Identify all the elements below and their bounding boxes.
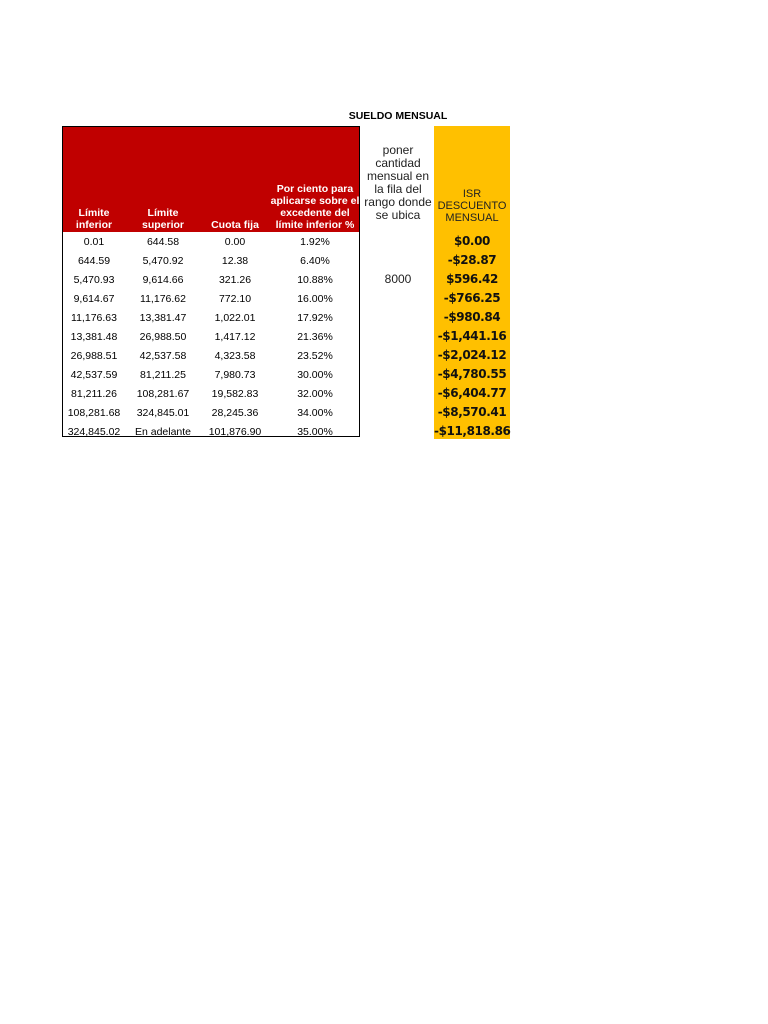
cell-por-ciento[interactable]: 23.52% [297, 349, 333, 362]
cell-limite-superior[interactable]: 644.58 [146, 235, 180, 248]
cell-por-ciento[interactable]: 1.92% [300, 235, 330, 248]
isr-result-column [434, 126, 510, 439]
isr-result-cell[interactable]: -$28.87 [447, 253, 497, 267]
cell-limite-inferior[interactable]: 0.01 [83, 235, 105, 248]
cell-limite-superior[interactable]: 26,988.50 [139, 330, 187, 343]
table-row [62, 308, 360, 327]
table-row [62, 232, 360, 251]
isr-result-cell[interactable]: -$1,441.16 [437, 329, 507, 343]
isr-result-cell[interactable]: $596.42 [446, 272, 498, 286]
header-cuota-fija: Cuota fija [200, 126, 270, 232]
table-row [62, 422, 360, 441]
isr-result-cell[interactable]: -$2,024.12 [437, 348, 507, 362]
cell-por-ciento[interactable]: 34.00% [297, 406, 333, 419]
cell-cuota-fija[interactable]: 772.10 [218, 292, 252, 305]
isr-result-cell[interactable]: -$4,780.55 [437, 367, 507, 381]
table-row [62, 403, 360, 422]
isr-result-cell[interactable]: -$766.25 [443, 291, 501, 305]
table-row [62, 346, 360, 365]
instruction-note: poner cantidad mensual en la fila del rango donde se ubica [364, 143, 432, 222]
cell-cuota-fija[interactable]: 7,980.73 [214, 368, 256, 381]
cell-limite-superior[interactable]: 11,176.62 [140, 292, 186, 305]
table-row [62, 384, 360, 403]
isr-result-cell[interactable]: -$980.84 [443, 310, 501, 324]
cell-cuota-fija[interactable]: 1,417.12 [214, 330, 256, 343]
isr-result-cell[interactable]: -$11,818.86 [434, 424, 511, 438]
cell-por-ciento[interactable]: 10.88% [297, 273, 333, 286]
table-row [62, 251, 360, 270]
table-row [62, 327, 360, 346]
salary-input-cell[interactable]: 8000 [384, 272, 412, 286]
cell-cuota-fija[interactable]: 4,323.58 [214, 349, 256, 362]
cell-limite-inferior[interactable]: 644.59 [77, 254, 111, 267]
cell-por-ciento[interactable]: 6.40% [300, 254, 330, 267]
isr-result-cell[interactable]: -$8,570.41 [437, 405, 507, 419]
isr-result-header: ISR DESCUENTO MENSUAL [437, 188, 507, 224]
isr-result-cell[interactable]: $0.00 [454, 234, 490, 248]
cell-por-ciento[interactable]: 30.00% [297, 368, 333, 381]
isr-rate-table [62, 126, 360, 441]
cell-cuota-fija[interactable]: 0.00 [224, 235, 246, 248]
table-header-row [62, 126, 360, 232]
cell-limite-inferior[interactable]: 81,211.26 [71, 387, 117, 400]
isr-result-cell[interactable]: -$6,404.77 [437, 386, 507, 400]
cell-limite-inferior[interactable]: 13,381.48 [70, 330, 118, 343]
header-limite-superior: Límite superior [126, 126, 200, 232]
cell-limite-inferior[interactable]: 26,988.51 [70, 349, 118, 362]
table-row [62, 289, 360, 308]
cell-limite-superior[interactable]: 108,281.67 [136, 387, 190, 400]
cell-cuota-fija[interactable]: 1,022.01 [214, 311, 256, 324]
cell-limite-superior[interactable]: En adelante [134, 425, 192, 438]
cell-cuota-fija[interactable]: 321.26 [218, 273, 252, 286]
cell-limite-superior[interactable]: 81,211.25 [140, 368, 186, 381]
cell-limite-superior[interactable]: 13,381.47 [139, 311, 187, 324]
cell-por-ciento[interactable]: 21.36% [297, 330, 333, 343]
cell-limite-superior[interactable]: 42,537.58 [139, 349, 187, 362]
cell-cuota-fija[interactable]: 12.38 [221, 254, 249, 267]
header-limite-inferior: Límite inferior [62, 126, 126, 232]
cell-limite-inferior[interactable]: 11,176.63 [71, 311, 117, 324]
cell-limite-superior[interactable]: 324,845.01 [136, 406, 190, 419]
cell-cuota-fija[interactable]: 101,876.90 [208, 425, 262, 438]
cell-limite-inferior[interactable]: 42,537.59 [70, 368, 118, 381]
table-row [62, 270, 360, 289]
sheet-title: SUELDO MENSUAL [348, 110, 448, 122]
cell-por-ciento[interactable]: 16.00% [297, 292, 333, 305]
table-row [62, 365, 360, 384]
cell-cuota-fija[interactable]: 19,582.83 [211, 387, 259, 400]
cell-limite-inferior[interactable]: 9,614.67 [73, 292, 115, 305]
cell-limite-inferior[interactable]: 108,281.68 [67, 406, 121, 419]
cell-por-ciento[interactable]: 32.00% [297, 387, 333, 400]
cell-limite-inferior[interactable]: 324,845.02 [67, 425, 121, 438]
cell-por-ciento[interactable]: 35.00% [297, 425, 333, 438]
cell-limite-superior[interactable]: 9,614.66 [142, 273, 184, 286]
cell-limite-inferior[interactable]: 5,470.93 [73, 273, 115, 286]
cell-limite-superior[interactable]: 5,470.92 [142, 254, 184, 267]
cell-cuota-fija[interactable]: 28,245.36 [211, 406, 259, 419]
header-por-ciento: Por ciento para aplicarse sobre el excedente del límite inferior % [270, 126, 360, 232]
cell-por-ciento[interactable]: 17.92% [297, 311, 333, 324]
